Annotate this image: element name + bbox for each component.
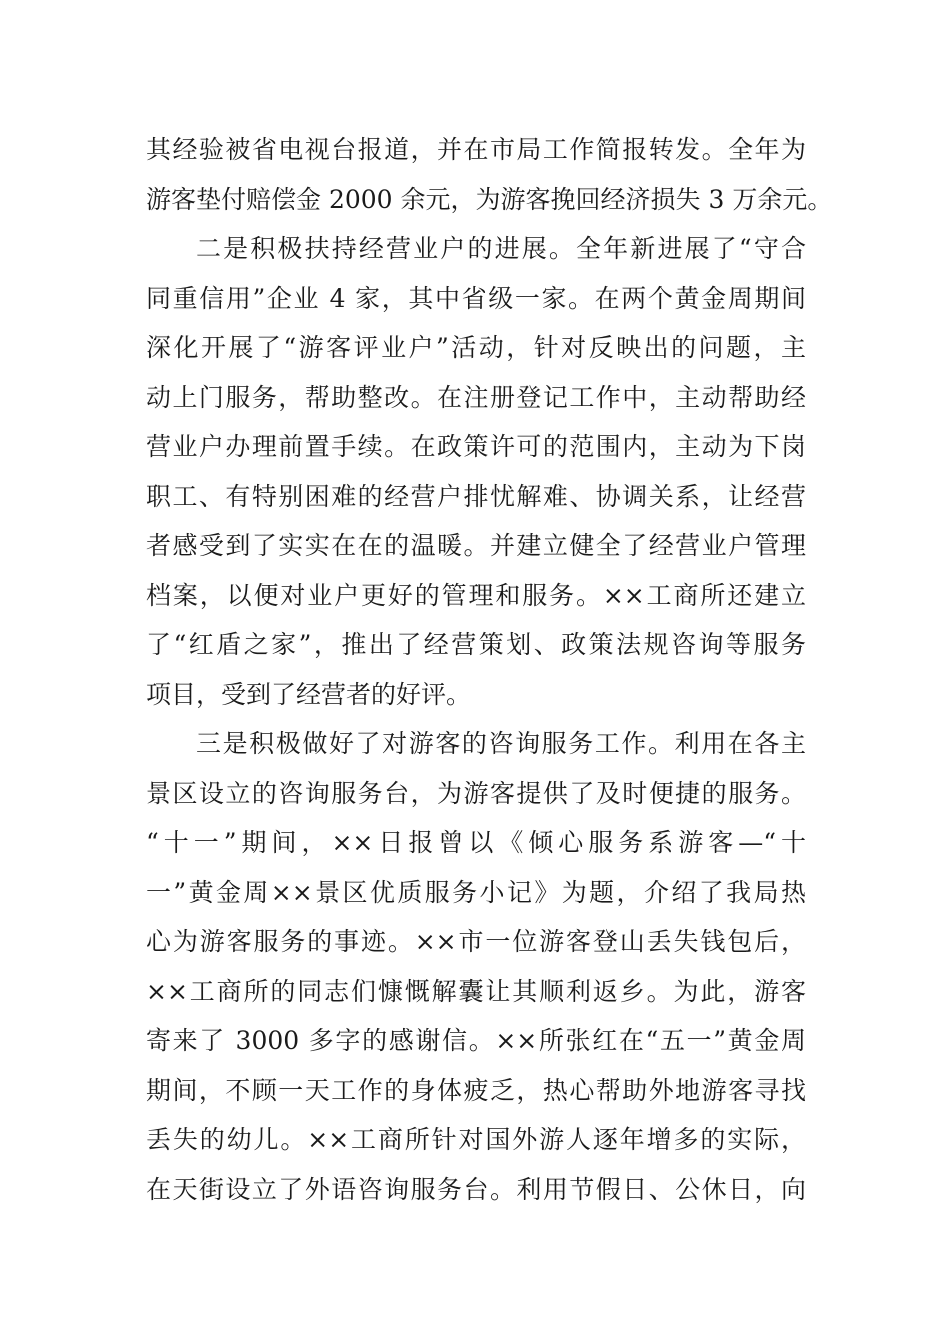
paragraph-first-line: 二是积极扶持经营业户的进展。全年新进展了“守合 — [196, 234, 806, 263]
text-line: 其经验被省电视台报道，并在市局工作简报转发。全年为 — [146, 135, 806, 164]
text-line: “十一”期间，××日报曾以《倾心服务系游客—“十 — [146, 828, 806, 857]
text-line: 期间，不顾一天工作的身体疲乏，热心帮助外地游客寻找 — [146, 1075, 806, 1105]
body-text — [146, 125, 833, 1214]
text-line: 者感受到了实实在在的温暖。并建立健全了经营业户管理 — [146, 531, 806, 560]
text-line: 深化开展了“游客评业户”活动，针对反映出的问题，主 — [146, 333, 806, 362]
text-line: 了“红盾之家”，推出了经营策划、政策法规咨询等服务 — [146, 630, 806, 659]
text-line: 档案，以便对业户更好的管理和服务。××工商所还建立 — [146, 580, 806, 610]
text-line: 在天街设立了外语咨询服务台。利用节假日、公休日，向 — [146, 1174, 806, 1204]
text-line: 项目，受到了经营者的好评。 — [146, 679, 472, 709]
text-line: 游客垫付赔偿金 2000 余元，为游客挽回经济损失 3 万余元。 — [146, 184, 833, 214]
text-line: 职工、有特别困难的经营户排忧解难、协调关系，让经营 — [146, 481, 806, 511]
paragraph-first-line: 三是积极做好了对游客的咨询服务工作。利用在各主 — [196, 729, 806, 758]
text-line: 景区设立的咨询服务台，为游客提供了及时便捷的服务。 — [146, 778, 806, 808]
text-line: ××工商所的同志们慷慨解囊让其顺利返乡。为此，游客 — [146, 976, 806, 1006]
text-line: 同重信用”企业 4 家，其中省级一家。在两个黄金周期间 — [146, 283, 806, 313]
text-line: 丢失的幼儿。××工商所针对国外游人逐年增多的实际， — [146, 1125, 806, 1154]
text-line: 寄来了 3000 多字的感谢信。××所张红在“五一”黄金周 — [146, 1026, 806, 1055]
text-line: 心为游客服务的事迹。××市一位游客登山丢失钱包后， — [146, 927, 806, 956]
text-line: 营业户办理前置手续。在政策许可的范围内，主动为下岗 — [146, 432, 806, 461]
text-line: 动上门服务，帮助整改。在注册登记工作中，主动帮助经 — [146, 382, 806, 412]
text-line: 一”黄金周××景区优质服务小记》为题，介绍了我局热 — [146, 877, 806, 907]
